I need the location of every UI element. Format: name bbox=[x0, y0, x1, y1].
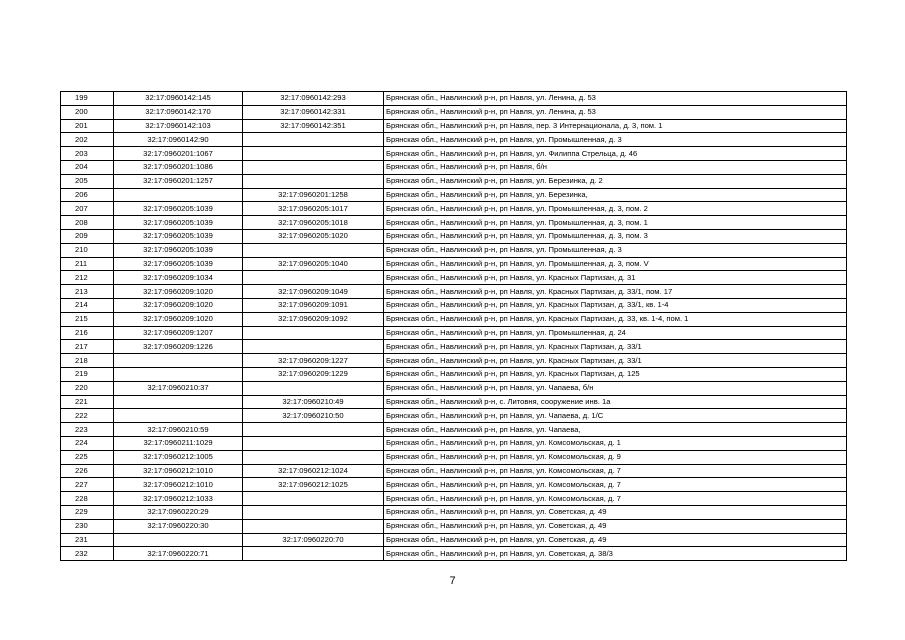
cadastral-number-secondary-cell bbox=[243, 243, 384, 257]
cadastral-number-secondary-cell bbox=[243, 133, 384, 147]
address-cell: Брянская обл., Навлинский р-н, рп Навля, ул. Промышленная, д. 3, пом. 3 bbox=[384, 229, 847, 243]
cadastral-number-primary-cell: 32:17:0960205:1039 bbox=[114, 257, 243, 271]
page-number: 7 bbox=[449, 575, 456, 587]
cadastral-number-primary-cell: 32:17:0960212:1010 bbox=[114, 478, 243, 492]
table-row bbox=[61, 147, 847, 161]
address-cell: Брянская обл., Навлинский р-н, рп Навля, ул. Советская, д. 49 bbox=[384, 505, 847, 519]
row-number-cell: 207 bbox=[61, 202, 114, 216]
address-cell: Брянская обл., Навлинский р-н, с. Литовня, сооружение инв. 1а bbox=[384, 395, 847, 409]
row-number-cell: 215 bbox=[61, 312, 114, 326]
address-cell: Брянская обл., Навлинский р-н, рп Навля, ул. Красных Партизан, д. 33/1 bbox=[384, 354, 847, 368]
cadastral-number-primary-cell: 32:17:0960212:1005 bbox=[114, 450, 243, 464]
table-row bbox=[61, 395, 847, 409]
row-number-cell: 208 bbox=[61, 216, 114, 230]
address-cell: Брянская обл., Навлинский р-н, рп Навля, ул. Ленина, д. 53 bbox=[384, 105, 847, 119]
cadastral-number-secondary-cell bbox=[243, 271, 384, 285]
cadastral-number-primary-cell: 32:17:0960220:30 bbox=[114, 519, 243, 533]
address-cell: Брянская обл., Навлинский р-н, рп Навля, ул. Промышленная, д. 3, пом. V bbox=[384, 257, 847, 271]
row-number-cell: 223 bbox=[61, 423, 114, 437]
cadastral-number-secondary-cell: 32:17:0960209:1091 bbox=[243, 298, 384, 312]
cadastral-number-secondary-cell bbox=[243, 436, 384, 450]
address-cell: Брянская обл., Навлинский р-н, рп Навля, ул. Промышленная, д. 3, пом. 2 bbox=[384, 202, 847, 216]
address-cell: Брянская обл., Навлинский р-н, рп Навля, ул. Березинка, д. 2 bbox=[384, 174, 847, 188]
row-number-cell: 209 bbox=[61, 229, 114, 243]
row-number-cell: 231 bbox=[61, 533, 114, 547]
cadastral-number-primary-cell: 32:17:0960209:1034 bbox=[114, 271, 243, 285]
table-row bbox=[61, 478, 847, 492]
row-number-cell: 230 bbox=[61, 519, 114, 533]
row-number-cell: 221 bbox=[61, 395, 114, 409]
address-cell: Брянская обл., Навлинский р-н, рп Навля, ул. Чапаева, д. 1/С bbox=[384, 409, 847, 423]
address-cell: Брянская обл., Навлинский р-н, рп Навля, ул. Промышленная, д. 3 bbox=[384, 133, 847, 147]
table-row bbox=[61, 119, 847, 133]
address-cell: Брянская обл., Навлинский р-н, рп Навля, ул. Комсомольская, д. 7 bbox=[384, 464, 847, 478]
cadastral-number-primary-cell: 32:17:0960212:1033 bbox=[114, 492, 243, 506]
cadastral-number-primary-cell bbox=[114, 188, 243, 202]
table-row bbox=[61, 533, 847, 547]
table-row bbox=[61, 423, 847, 437]
address-cell: Брянская обл., Навлинский р-н, рп Навля, ул. Ленина, д. 53 bbox=[384, 92, 847, 106]
address-cell: Брянская обл., Навлинский р-н, рп Навля, ул. Комсомольская, д. 9 bbox=[384, 450, 847, 464]
row-number-cell: 217 bbox=[61, 340, 114, 354]
cadastral-number-primary-cell: 32:17:0960201:1257 bbox=[114, 174, 243, 188]
row-number-cell: 201 bbox=[61, 119, 114, 133]
address-cell: Брянская обл., Навлинский р-н, рп Навля, ул. Советская, д. 49 bbox=[384, 519, 847, 533]
cadastral-number-secondary-cell bbox=[243, 505, 384, 519]
row-number-cell: 227 bbox=[61, 478, 114, 492]
address-cell: Брянская обл., Навлинский р-н, рп Навля, ул. Чапаева, б/н bbox=[384, 381, 847, 395]
row-number-cell: 203 bbox=[61, 147, 114, 161]
table-row bbox=[61, 271, 847, 285]
table-row bbox=[61, 436, 847, 450]
table-row bbox=[61, 105, 847, 119]
cadastral-number-primary-cell: 32:17:0960210:59 bbox=[114, 423, 243, 437]
table-row bbox=[61, 257, 847, 271]
cadastral-number-secondary-cell: 32:17:0960142:331 bbox=[243, 105, 384, 119]
table-row bbox=[61, 547, 847, 561]
cadastral-number-primary-cell: 32:17:0960209:1020 bbox=[114, 285, 243, 299]
row-number-cell: 222 bbox=[61, 409, 114, 423]
row-number-cell: 226 bbox=[61, 464, 114, 478]
row-number-cell: 218 bbox=[61, 354, 114, 368]
row-number-cell: 205 bbox=[61, 174, 114, 188]
cadastral-number-primary-cell: 32:17:0960205:1039 bbox=[114, 202, 243, 216]
cadastral-number-secondary-cell bbox=[243, 326, 384, 340]
table-row bbox=[61, 298, 847, 312]
cadastral-number-secondary-cell bbox=[243, 547, 384, 561]
address-cell: Брянская обл., Навлинский р-н, рп Навля, ул. Красных Партизан, д. 33, кв. 1-4, пом. 1 bbox=[384, 312, 847, 326]
cadastral-number-primary-cell: 32:17:0960205:1039 bbox=[114, 229, 243, 243]
cadastral-number-primary-cell: 32:17:0960205:1039 bbox=[114, 216, 243, 230]
cadastral-number-primary-cell: 32:17:0960142:90 bbox=[114, 133, 243, 147]
address-cell: Брянская обл., Навлинский р-н, рп Навля, ул. Красных Партизан, д. 33/1 bbox=[384, 340, 847, 354]
cadastral-number-primary-cell: 32:17:0960209:1226 bbox=[114, 340, 243, 354]
table-row bbox=[61, 243, 847, 257]
cadastral-number-secondary-cell: 32:17:0960205:1017 bbox=[243, 202, 384, 216]
cadastral-number-secondary-cell: 32:17:0960209:1092 bbox=[243, 312, 384, 326]
table-row bbox=[61, 519, 847, 533]
cadastral-number-secondary-cell bbox=[243, 174, 384, 188]
address-cell: Брянская обл., Навлинский р-н, рп Навля, ул. Комсомольская, д. 7 bbox=[384, 492, 847, 506]
row-number-cell: 212 bbox=[61, 271, 114, 285]
address-cell: Брянская обл., Навлинский р-н, рп Навля, ул. Промышленная, д. 3 bbox=[384, 243, 847, 257]
table-row bbox=[61, 409, 847, 423]
cadastral-number-primary-cell: 32:17:0960209:1207 bbox=[114, 326, 243, 340]
cadastral-number-primary-cell: 32:17:0960209:1020 bbox=[114, 312, 243, 326]
cadastral-number-primary-cell bbox=[114, 395, 243, 409]
cadastral-number-secondary-cell: 32:17:0960201:1258 bbox=[243, 188, 384, 202]
address-cell: Брянская обл., Навлинский р-н, рп Навля, ул. Комсомольская, д. 7 bbox=[384, 478, 847, 492]
cadastral-number-secondary-cell: 32:17:0960209:1229 bbox=[243, 367, 384, 381]
row-number-cell: 229 bbox=[61, 505, 114, 519]
table-row bbox=[61, 92, 847, 106]
table-row bbox=[61, 354, 847, 368]
table-row bbox=[61, 174, 847, 188]
cadastral-number-primary-cell: 32:17:0960142:103 bbox=[114, 119, 243, 133]
row-number-cell: 200 bbox=[61, 105, 114, 119]
table-row bbox=[61, 188, 847, 202]
cadastral-number-secondary-cell bbox=[243, 340, 384, 354]
table-row bbox=[61, 326, 847, 340]
cadastral-number-primary-cell: 32:17:0960209:1020 bbox=[114, 298, 243, 312]
cadastral-number-primary-cell bbox=[114, 354, 243, 368]
row-number-cell: 211 bbox=[61, 257, 114, 271]
cadastral-number-secondary-cell: 32:17:0960205:1020 bbox=[243, 229, 384, 243]
address-cell: Брянская обл., Навлинский р-н, рп Навля, ул. Красных Партизан, д. 33/1, пом. 17 bbox=[384, 285, 847, 299]
cadastral-number-primary-cell: 32:17:0960205:1039 bbox=[114, 243, 243, 257]
cadastral-number-secondary-cell bbox=[243, 492, 384, 506]
cadastral-number-primary-cell: 32:17:0960212:1010 bbox=[114, 464, 243, 478]
cadastral-number-primary-cell: 32:17:0960201:1067 bbox=[114, 147, 243, 161]
row-number-cell: 202 bbox=[61, 133, 114, 147]
cadastral-number-primary-cell bbox=[114, 533, 243, 547]
address-cell: Брянская обл., Навлинский р-н, рп Навля, ул. Красных Партизан, д. 125 bbox=[384, 367, 847, 381]
row-number-cell: 216 bbox=[61, 326, 114, 340]
cadastral-number-secondary-cell: 32:17:0960209:1049 bbox=[243, 285, 384, 299]
table-row bbox=[61, 464, 847, 478]
cadastral-number-secondary-cell bbox=[243, 160, 384, 174]
cadastral-table bbox=[60, 91, 847, 561]
cadastral-number-primary-cell: 32:17:0960142:170 bbox=[114, 105, 243, 119]
table-body bbox=[61, 92, 847, 561]
cadastral-number-secondary-cell: 32:17:0960205:1040 bbox=[243, 257, 384, 271]
table-row bbox=[61, 492, 847, 506]
cadastral-number-secondary-cell: 32:17:0960220:70 bbox=[243, 533, 384, 547]
row-number-cell: 213 bbox=[61, 285, 114, 299]
table-row bbox=[61, 285, 847, 299]
address-cell: Брянская обл., Навлинский р-н, рп Навля, ул. Комсомольская, д. 1 bbox=[384, 436, 847, 450]
cadastral-number-secondary-cell bbox=[243, 147, 384, 161]
address-cell: Брянская обл., Навлинский р-н, рп Навля, ул. Промышленная, д. 24 bbox=[384, 326, 847, 340]
cadastral-number-secondary-cell: 32:17:0960142:351 bbox=[243, 119, 384, 133]
table-row bbox=[61, 216, 847, 230]
address-cell: Брянская обл., Навлинский р-н, рп Навля, ул. Березинка, bbox=[384, 188, 847, 202]
cadastral-number-secondary-cell: 32:17:0960212:1025 bbox=[243, 478, 384, 492]
row-number-cell: 224 bbox=[61, 436, 114, 450]
address-cell: Брянская обл., Навлинский р-н, рп Навля, б/н bbox=[384, 160, 847, 174]
table-row bbox=[61, 367, 847, 381]
row-number-cell: 204 bbox=[61, 160, 114, 174]
table-row bbox=[61, 160, 847, 174]
row-number-cell: 210 bbox=[61, 243, 114, 257]
row-number-cell: 220 bbox=[61, 381, 114, 395]
cadastral-number-primary-cell: 32:17:0960210:37 bbox=[114, 381, 243, 395]
row-number-cell: 232 bbox=[61, 547, 114, 561]
cadastral-number-primary-cell: 32:17:0960142:145 bbox=[114, 92, 243, 106]
address-cell: Брянская обл., Навлинский р-н, рп Навля, ул. Филиппа Стрельца, д. 46 bbox=[384, 147, 847, 161]
address-cell: Брянская обл., Навлинский р-н, рп Навля, ул. Чапаева, bbox=[384, 423, 847, 437]
row-number-cell: 206 bbox=[61, 188, 114, 202]
cadastral-number-secondary-cell: 32:17:0960210:50 bbox=[243, 409, 384, 423]
cadastral-number-primary-cell bbox=[114, 409, 243, 423]
address-cell: Брянская обл., Навлинский р-н, рп Навля, ул. Промышленная, д. 3, пом. 1 bbox=[384, 216, 847, 230]
cadastral-number-primary-cell: 32:17:0960220:29 bbox=[114, 505, 243, 519]
cadastral-number-primary-cell: 32:17:0960220:71 bbox=[114, 547, 243, 561]
cadastral-number-primary-cell bbox=[114, 367, 243, 381]
cadastral-number-primary-cell: 32:17:0960201:1086 bbox=[114, 160, 243, 174]
table-row bbox=[61, 312, 847, 326]
cadastral-number-secondary-cell: 32:17:0960205:1018 bbox=[243, 216, 384, 230]
cadastral-number-secondary-cell bbox=[243, 381, 384, 395]
table-row bbox=[61, 229, 847, 243]
row-number-cell: 225 bbox=[61, 450, 114, 464]
cadastral-number-secondary-cell: 32:17:0960142:293 bbox=[243, 92, 384, 106]
table-row bbox=[61, 450, 847, 464]
table-row bbox=[61, 340, 847, 354]
table-row bbox=[61, 505, 847, 519]
cadastral-number-secondary-cell: 32:17:0960212:1024 bbox=[243, 464, 384, 478]
row-number-cell: 219 bbox=[61, 367, 114, 381]
row-number-cell: 214 bbox=[61, 298, 114, 312]
cadastral-number-secondary-cell bbox=[243, 519, 384, 533]
cadastral-number-secondary-cell: 32:17:0960210:49 bbox=[243, 395, 384, 409]
address-cell: Брянская обл., Навлинский р-н, рп Навля, ул. Советская, д. 38/3 bbox=[384, 547, 847, 561]
address-cell: Брянская обл., Навлинский р-н, рп Навля, ул. Советская, д. 49 bbox=[384, 533, 847, 547]
address-cell: Брянская обл., Навлинский р-н, рп Навля, ул. Красных Партизан, д. 33/1, кв. 1-4 bbox=[384, 298, 847, 312]
table-row bbox=[61, 133, 847, 147]
address-cell: Брянская обл., Навлинский р-н, рп Навля, пер. 3 Интернационала, д. 3, пом. 1 bbox=[384, 119, 847, 133]
cadastral-number-secondary-cell: 32:17:0960209:1227 bbox=[243, 354, 384, 368]
row-number-cell: 228 bbox=[61, 492, 114, 506]
cadastral-number-secondary-cell bbox=[243, 450, 384, 464]
table-row bbox=[61, 381, 847, 395]
cadastral-number-secondary-cell bbox=[243, 423, 384, 437]
address-cell: Брянская обл., Навлинский р-н, рп Навля, ул. Красных Партизан, д. 31 bbox=[384, 271, 847, 285]
row-number-cell: 199 bbox=[61, 92, 114, 106]
table-row bbox=[61, 202, 847, 216]
cadastral-number-primary-cell: 32:17:0960211:1029 bbox=[114, 436, 243, 450]
